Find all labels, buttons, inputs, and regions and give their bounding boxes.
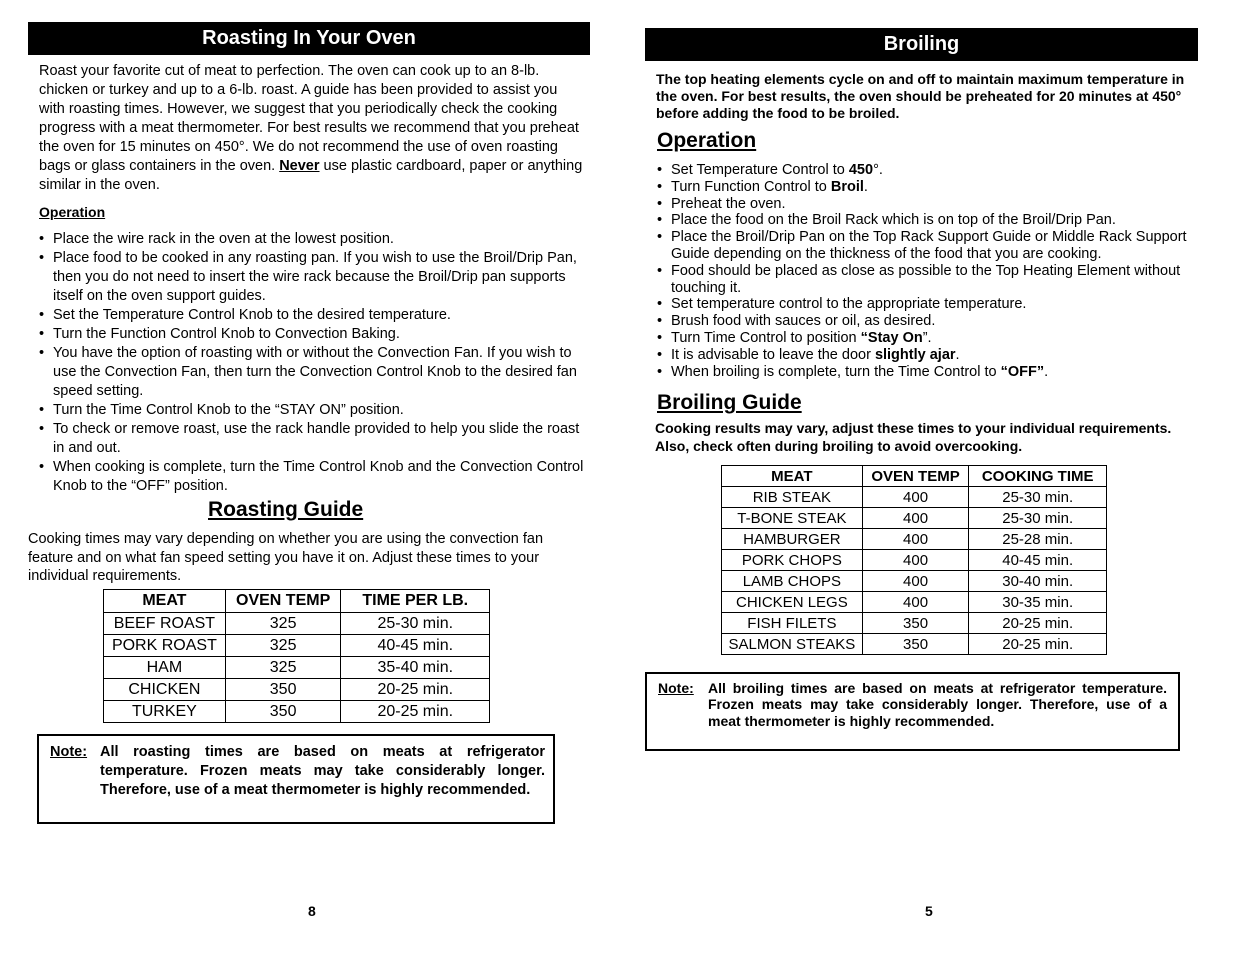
list-item: • Brush food with sauces or oil, as desired. (657, 313, 1197, 330)
table-row: PORK CHOPS 400 40-45 min. (722, 550, 1107, 571)
table-row: SALMON STEAKS 350 20-25 min. (722, 634, 1107, 655)
column-header: OVEN TEMP (225, 590, 341, 613)
note-label: Note: (50, 744, 88, 760)
list-item: • Set Temperature Control to 450°. (657, 162, 1197, 179)
roasting-operation-list (39, 230, 584, 496)
list-item: • When broiling is complete, turn the Time Control to “OFF”. (657, 364, 1197, 381)
table-row: RIB STEAK 400 25-30 min. (722, 487, 1107, 508)
list-item: • Food should be placed as close as possible to the Top Heating Element without touching it. (657, 263, 1197, 297)
roasting-table (103, 589, 490, 723)
list-item: • It is advisable to leave the door slightly ajar. (657, 347, 1197, 364)
broiling-banner (645, 28, 1198, 61)
broiling-guide-intro: Cooking results may vary, adjust these times to your individual requirements. Also, check often during broiling to avoid overcooking. (655, 420, 1172, 454)
table-row: HAM 325 35-40 min. (104, 657, 490, 679)
table-row: BEEF ROAST 325 25-30 min. (104, 613, 490, 635)
list-item: • Place the Broil/Drip Pan on the Top Rack Support Guide or Middle Rack Support Guide depending on the thickness of the food that you are cooking. (657, 229, 1197, 263)
column-header: MEAT (104, 590, 226, 613)
note-label: Note: (658, 680, 694, 696)
list-item: • To check or remove roast, use the rack handle provided to help you slide the roast in and out. (39, 420, 584, 458)
roasting-guide-heading: Roasting Guide (208, 498, 364, 521)
note-text: All broiling times are based on meats at refrigerator temperature. Frozen meats may take considerably longer. Therefore, use of a meat thermometer is highly recommended. (708, 680, 1167, 729)
table-row: T-BONE STEAK 400 25-30 min. (722, 508, 1107, 529)
broiling-table (721, 465, 1107, 655)
roasting-guide-intro: Cooking times may vary depending on whether you are using the convection fan feature and on what fan speed setting you have it on. Adjust these times to your individual requirements. (28, 531, 544, 584)
table-row: TURKEY 350 20-25 min. (104, 701, 490, 723)
page-number: 5 (925, 903, 933, 919)
note-text: All roasting times are based on meats at refrigerator temperature. Frozen meats may take considerably longer. Therefore, use of a meat thermometer is highly recommended. (100, 744, 545, 798)
list-item: • Turn the Time Control Knob to the “STAY ON” position. (39, 401, 584, 420)
never-emphasis: Never (279, 158, 320, 174)
roasting-note-box (37, 734, 555, 824)
broiling-guide-heading: Broiling Guide (657, 391, 802, 414)
column-header: MEAT (722, 466, 863, 487)
page-number: 8 (308, 903, 316, 919)
roasting-banner (28, 22, 590, 55)
column-header: OVEN TEMP (862, 466, 969, 487)
table-row: PORK ROAST 325 40-45 min. (104, 635, 490, 657)
broiling-note-box (645, 672, 1180, 751)
list-item: • Preheat the oven. (657, 196, 1197, 213)
list-item: • Turn the Function Control Knob to Convection Baking. (39, 325, 584, 344)
column-header: COOKING TIME (969, 466, 1107, 487)
column-header: TIME PER LB. (341, 590, 490, 613)
table-row: CHICKEN 350 20-25 min. (104, 679, 490, 701)
table-row: HAMBURGER 400 25-28 min. (722, 529, 1107, 550)
roasting-operation-heading: Operation (39, 204, 106, 220)
roasting-title: Roasting In Your Oven (202, 27, 416, 49)
list-item: • You have the option of roasting with or without the Convection Fan. If you wish to use the Convection Fan, then turn the Convection Control Knob to the desired fan speed setting. (39, 344, 584, 401)
list-item: • Set temperature control to the appropriate temperature. (657, 296, 1197, 313)
list-item: • Place the food on the Broil Rack which is on top of the Broil/Drip Pan. (657, 212, 1197, 229)
broiling-intro: The top heating elements cycle on and off to maintain maximum temperature in the oven. For best results, the oven should be preheated for 20 minutes at 450° before adding the food to be broiled. (656, 71, 1185, 121)
list-item: • When cooking is complete, turn the Time Control Knob and the Convection Control Knob to the “OFF” position. (39, 458, 584, 496)
list-item: • Turn Time Control to position “Stay On”. (657, 330, 1197, 347)
table-row: CHICKEN LEGS 400 30-35 min. (722, 592, 1107, 613)
list-item: • Place the wire rack in the oven at the lowest position. (39, 230, 584, 249)
list-item: • Place food to be cooked in any roasting pan. If you wish to use the Broil/Drip Pan, then you do not need to insert the wire rack because the Broil/Drip pan supports itself on the oven support guides. (39, 249, 584, 306)
broiling-title: Broiling (883, 33, 960, 55)
list-item: • Turn Function Control to Broil. (657, 179, 1197, 196)
list-item: • Set the Temperature Control Knob to the desired temperature. (39, 306, 584, 325)
roasting-intro: Roast your favorite cut of meat to perfection. The oven can cook up to an 8-lb. chicken or turkey and up to a 6-lb. roast. A guide has been provided to assist you with roasting times. However, we suggest that you periodically check the cooking progress with a meat thermometer. For best results we recommend that you preheat the oven for 15 minutes on 450°. We do not recommend the use of oven roasting bags or glass containers in the oven. Never use plastic cardboard, paper or anything similar in the oven. (39, 63, 583, 193)
broiling-operation-heading: Operation (657, 129, 757, 152)
table-row: LAMB CHOPS 400 30-40 min. (722, 571, 1107, 592)
table-row: FISH FILETS 350 20-25 min. (722, 613, 1107, 634)
broiling-operation-list (657, 162, 1197, 380)
